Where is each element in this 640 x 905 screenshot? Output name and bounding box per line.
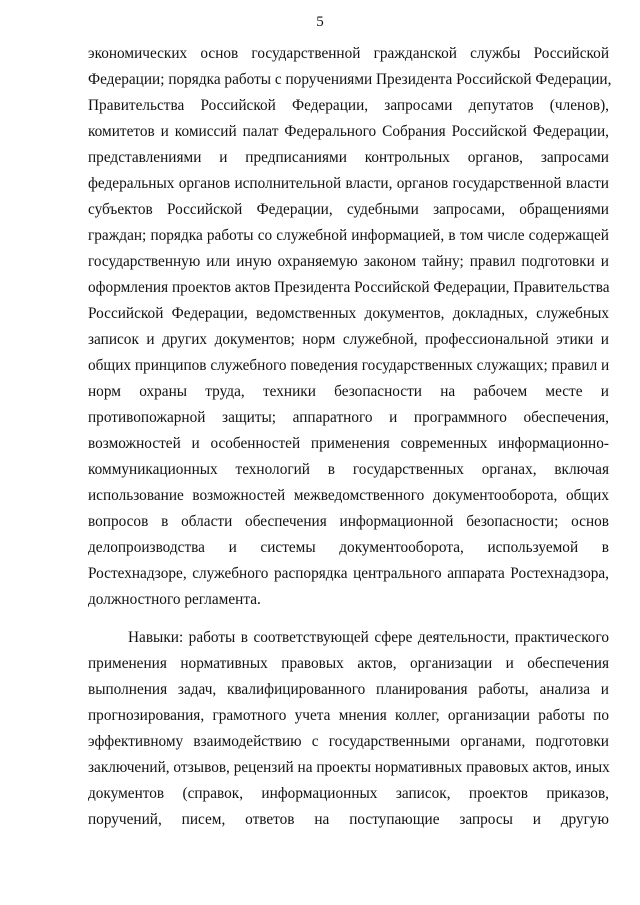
- text-line: прогнозирования, грамотного учета мнения коллег, организации работы по: [88, 707, 609, 724]
- text-line: применения нормативных правовых актов, организации и обеспечения: [88, 655, 609, 672]
- text-line: выполнения задач, квалифицированного планирования работы, анализа и: [88, 681, 609, 698]
- text-line: делопроизводства и системы документооборота, используемой в: [88, 539, 609, 556]
- text-line: Российской Федерации, ведомственных документов, докладных, служебных: [88, 305, 609, 322]
- text-line: вопросов в области обеспечения информационной безопасности; основ: [88, 513, 609, 530]
- page-number: 5: [316, 14, 324, 30]
- text-line: записок и других документов; норм служебной, профессиональной этики и: [88, 331, 609, 348]
- text-line: поручений, писем, ответов на поступающие запросы и другую: [88, 811, 609, 828]
- text-line: заключений, отзывов, рецензий на проекты нормативных правовых актов, иных: [88, 759, 610, 776]
- text-line: субъектов Российской Федерации, судебными запросами, обращениями: [88, 201, 609, 218]
- text-line: экономических основ государственной гражданской службы Российской: [88, 45, 609, 62]
- text-line: Ростехнадзоре, служебного распорядка центрального аппарата Ростехнадзора,: [88, 565, 609, 582]
- text-line: возможностей и особенностей применения современных информационно-: [88, 435, 609, 452]
- text-line: Федерации; порядка работы с поручениями Президента Российской Федерации,: [88, 71, 612, 88]
- text-line: федеральных органов исполнительной власти, органов государственной власти: [88, 175, 609, 192]
- paragraph-gap: [88, 616, 609, 628]
- text-line: документов (справок, информационных записок, проектов приказов,: [88, 785, 609, 802]
- text-line: представлениями и предписаниями контрольных органов, запросами: [88, 149, 609, 166]
- text-line: общих принципов служебного поведения государственных служащих; правил и: [88, 357, 610, 374]
- text-line: противопожарной защиты; аппаратного и программного обеспечения,: [88, 409, 609, 426]
- text-line: оформления проектов актов Президента Российской Федерации, Правительства: [88, 279, 610, 296]
- text-line: Навыки: работы в соответствующей сфере деятельности, практического: [128, 629, 609, 646]
- text-line: должностного регламента.: [88, 591, 261, 608]
- paragraph-knowledge: [88, 44, 612, 616]
- text-line: использование возможностей межведомственного документооборота, общих: [88, 487, 609, 504]
- text-line: граждан; порядка работы со служебной информацией, в том числе содержащей: [88, 227, 609, 244]
- text-line: Правительства Российской Федерации, запросами депутатов (членов),: [88, 97, 609, 114]
- text-line: комитетов и комиссий палат Федерального Собрания Российской Федерации,: [88, 123, 609, 140]
- paragraph-skills: [88, 628, 609, 836]
- text-line: коммуникационных технологий в государственных органах, включая: [88, 461, 609, 478]
- text-line: государственную или иную охраняемую законом тайну; правил подготовки и: [88, 253, 609, 270]
- text-line: норм охраны труда, техники безопасности на рабочем месте и: [88, 383, 609, 400]
- text-line: эффективному взаимодействию с государственными органами, подготовки: [88, 733, 609, 750]
- document-body: [88, 44, 612, 836]
